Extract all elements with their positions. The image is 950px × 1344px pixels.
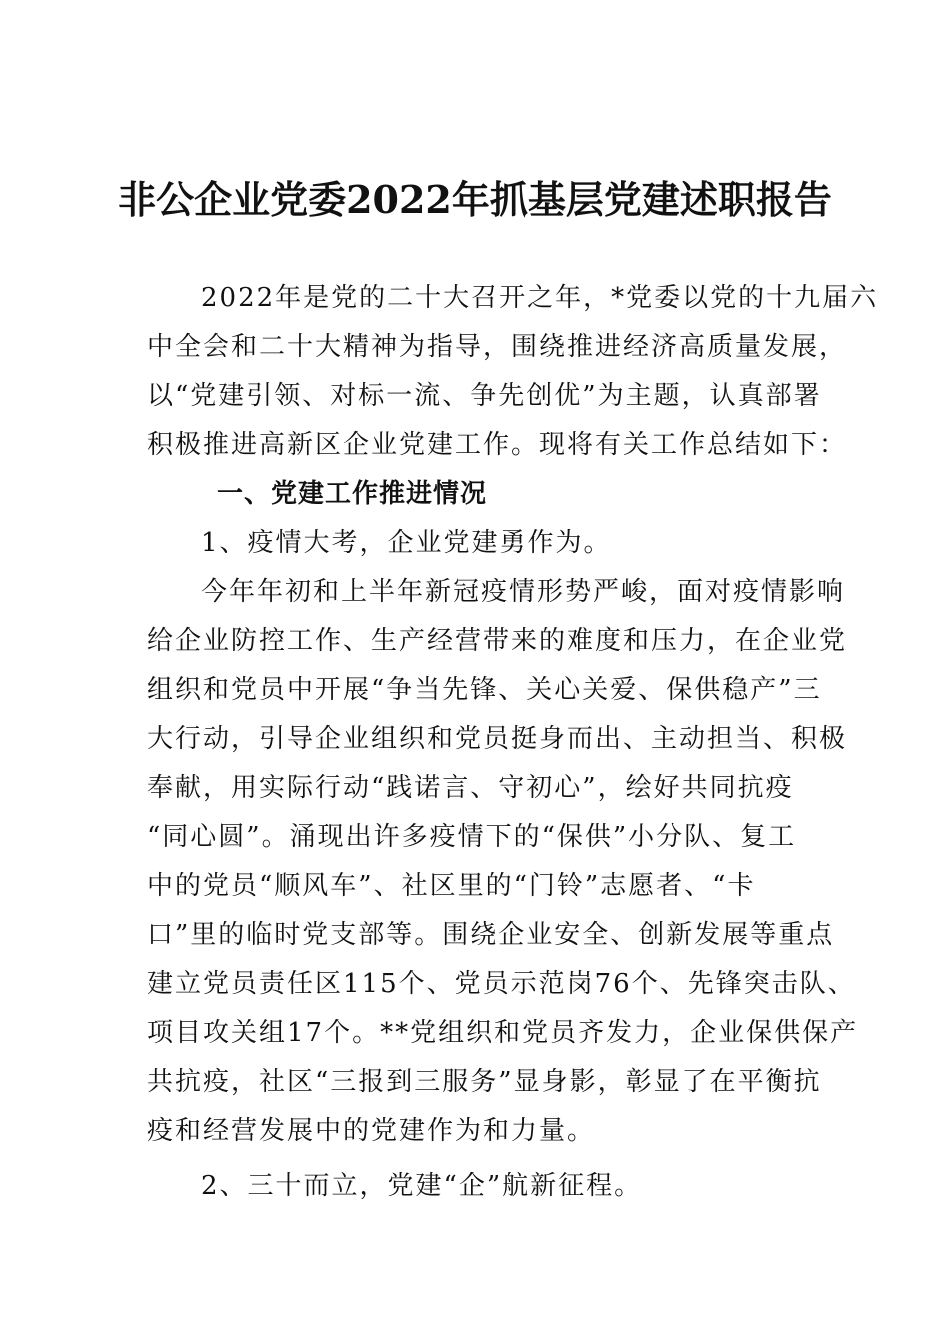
paragraph-line: 奉献，用实际行动“践诺言、守初心”，绘好共同抗疫 (147, 773, 794, 803)
paragraph-line: 大行动，引导企业组织和党员挺身而出、主动担当、积极 (147, 724, 848, 754)
paragraph-line: 给企业防控工作、生产经营带来的难度和压力，在企业党 (147, 626, 848, 656)
paragraph-line: 组织和党员中开展“争当先锋、关心关爱、保供稳产”三 (147, 675, 822, 705)
subheading-2: 2、三十而立，党建“企”航新征程。 (201, 1171, 643, 1201)
paragraph-line: 建立党员责任区115个、党员示范岗76个、先锋突击队、 (147, 969, 856, 999)
intro-line: 2022年是党的二十大召开之年，*党委以党的十九届六 (201, 283, 879, 313)
intro-line: 积极推进高新区企业党建工作。现将有关工作总结如下： (147, 430, 848, 460)
section-heading: 一、党建工作推进情况 (217, 479, 488, 509)
paragraph-line: 共抗疫，社区“三报到三服务”显身影，彰显了在平衡抗 (147, 1067, 822, 1097)
intro-line: 以“党建引领、对标一流、争先创优”为主题，认真部署 (147, 381, 822, 411)
paragraph-line: 口”里的临时党支部等。围绕企业安全、创新发展等重点 (147, 920, 835, 950)
document-title: 非公企业党委2022年抓基层党建述职报告 (118, 177, 832, 222)
intro-line: 中全会和二十大精神为指导，围绕推进经济高质量发展， (147, 332, 848, 362)
paragraph-line: 疫和经营发展中的党建作为和力量。 (147, 1116, 596, 1146)
document-body (147, 274, 879, 1211)
subheading-1: 1、疫情大考，企业党建勇作为。 (201, 528, 612, 558)
paragraph-line: 中的党员“顺风车”、社区里的“门铃”志愿者、“卡 (147, 871, 756, 901)
paragraph-line: 项目攻关组17个。**党组织和党员齐发力，企业保供保产 (147, 1018, 859, 1048)
paragraph-line: 今年年初和上半年新冠疫情形势严峻，面对疫情影响 (201, 577, 846, 607)
paragraph-line: “同心圆”。涌现出许多疫情下的“保供”小分队、复工 (147, 822, 797, 852)
